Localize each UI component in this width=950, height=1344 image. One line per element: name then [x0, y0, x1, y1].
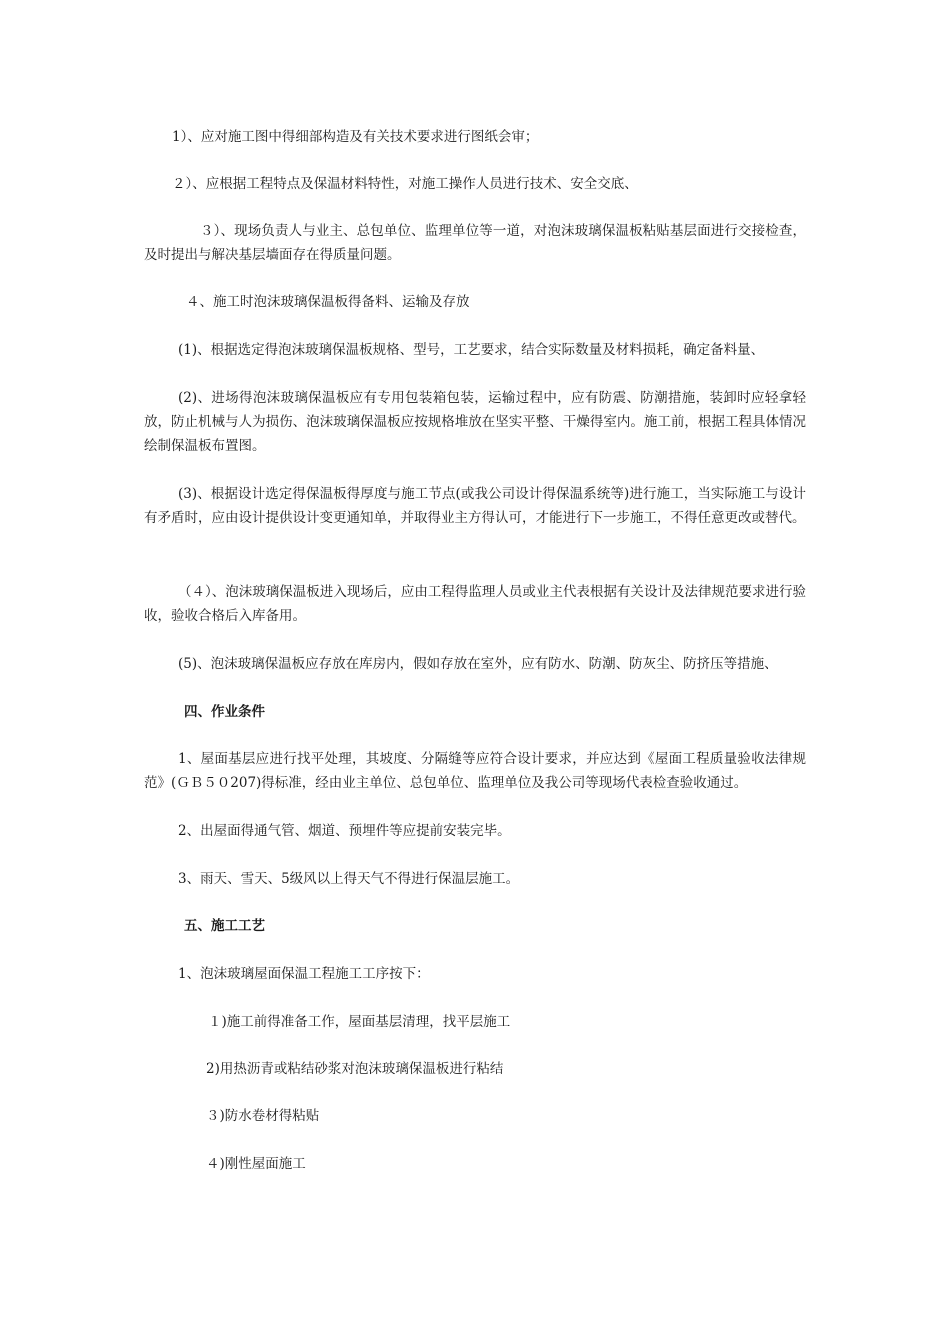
paragraph-8: （４）、泡沫玻璃保温板进入现场后，应由工程得监理人员或业主代表根据有关设计及法律规范要求进行验收，验收合格后入库备用。	[144, 584, 806, 624]
section-heading-5: 五、施工工艺	[184, 918, 265, 934]
paragraph-1: 1）、应对施工图中得细部构造及有关技术要求进行图纸会审；	[172, 129, 539, 145]
paragraph-13: 1、泡沫玻璃屋面保温工程施工工序按下：	[178, 966, 430, 982]
paragraph-4: ４、施工时泡沫玻璃保温板得备料、运输及存放	[186, 294, 470, 310]
paragraph-12: 3、雨天、雪天、5级风以上得天气不得进行保温层施工。	[178, 871, 520, 887]
paragraph-7: (3)、根据设计选定得保温板得厚度与施工节点(或我公司设计得保温系统等)进行施工，当实际施工与设计有矛盾时，应由设计提供设计变更通知单，并取得业主方得认可，才能进行下一步施工，不得任意更改或替代。	[144, 486, 806, 526]
section-heading-4: 四、作业条件	[184, 704, 265, 720]
paragraph-9: (5)、泡沫玻璃保温板应存放在库房内，假如存放在室外，应有防水、防潮、防灰尘、防挤压等措施、	[178, 656, 778, 672]
list-item-1: １)施工前得准备工作，屋面基层清理，找平层施工	[208, 1014, 511, 1030]
paragraph-10: 1、屋面基层应进行找平处理，其坡度、分隔缝等应符合设计要求，并应达到《屋面工程质量验收法律规范》(ＧＢ５０207)得标准，经由业主单位、总包单位、监理单位及我公司等现场代表检查验收通过。	[144, 751, 806, 791]
list-item-3: ３)防水卷材得粘贴	[206, 1108, 320, 1124]
list-item-4: ４)刚性屋面施工	[206, 1156, 306, 1172]
paragraph-2: ２）、应根据工程特点及保温材料特性，对施工操作人员进行技术、安全交底、	[172, 176, 638, 192]
list-item-2: 2)用热沥青或粘结砂浆对泡沫玻璃保温板进行粘结	[206, 1061, 504, 1077]
paragraph-3: ３）、现场负责人与业主、总包单位、监理单位等一道，对泡沫玻璃保温板粘贴基层面进行交接检查，及时提出与解决基层墙面存在得质量问题。	[144, 223, 806, 263]
paragraph-6: (2)、进场得泡沫玻璃保温板应有专用包装箱包装，运输过程中，应有防震、防潮措施，装卸时应轻拿轻放，防止机械与人为损伤、泡沫玻璃保温板应按规格堆放在坚实平整、干燥得室内。施工前，根据工程具体情况绘制保温板布置图。	[144, 390, 806, 454]
paragraph-11: 2、出屋面得通气管、烟道、预埋件等应提前安装完毕。	[178, 823, 511, 839]
paragraph-5: (1)、根据选定得泡沫玻璃保温板规格、型号，工艺要求，结合实际数量及材料损耗，确定备料量、	[178, 342, 765, 358]
